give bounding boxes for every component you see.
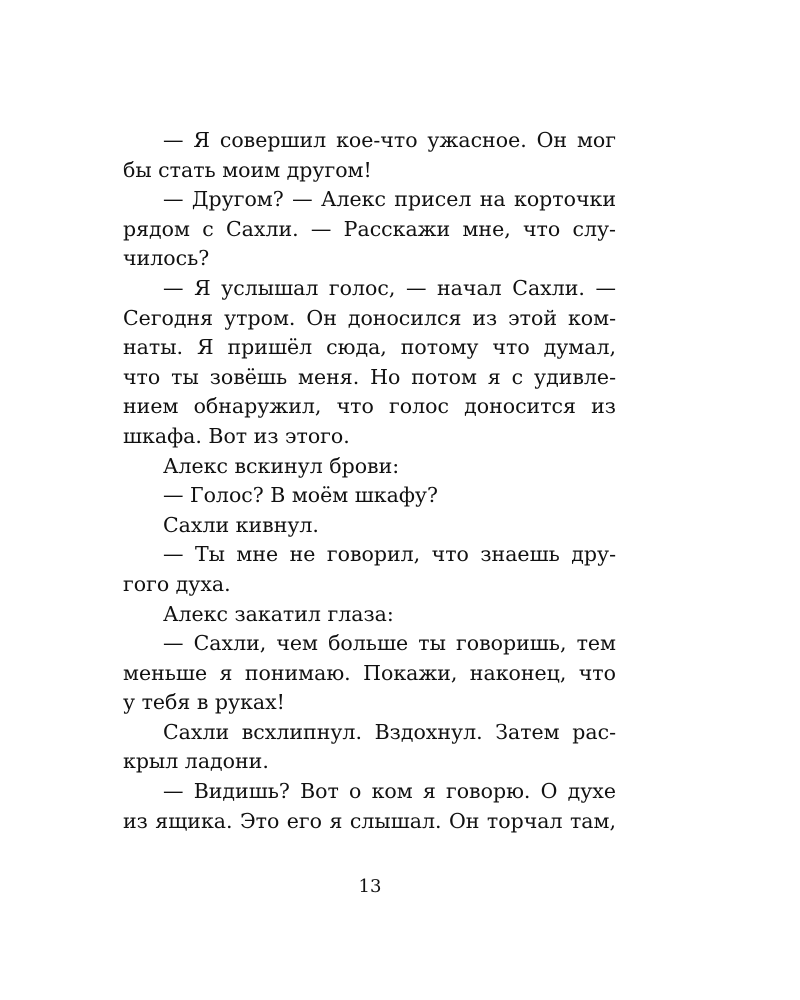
text-line: меньше я понимаю. Покажи, наконец, что	[123, 660, 616, 685]
text-line: из ящика. Это его я слышал. Он торчал там,	[123, 808, 616, 833]
text-line: что ты зовёшь меня. Но потом я с удивле-	[123, 364, 616, 389]
text-line: — Я услышал голос, — начал Сахли. —	[163, 275, 616, 300]
text-line: — Другом? — Алекс присел на корточки	[163, 187, 616, 212]
text-line: — Я совершил кое-что ужасное. Он мог	[163, 128, 616, 152]
text-line: шкафа. Вот из этого.	[123, 423, 350, 448]
body-text	[123, 126, 616, 836]
text-line: — Ты мне не говорил, что знаешь дру-	[163, 542, 616, 567]
text-line: — Голос? В моём шкафу?	[163, 483, 438, 508]
page-number: 13	[358, 876, 382, 897]
text-line: Алекс вскинул брови:	[163, 453, 400, 478]
text-line: гого духа.	[123, 571, 231, 596]
text-line: бы стать моим другом!	[123, 157, 372, 182]
text-line: Сегодня утром. Он доносился из этой ком-	[123, 305, 616, 330]
text-line: у тебя в руках!	[123, 690, 285, 715]
text-line: нием обнаружил, что голос доносится из	[123, 394, 616, 419]
text-line: — Сахли, чем больше ты говоришь, тем	[163, 631, 616, 656]
text-line: крыл ладони.	[123, 749, 269, 774]
text-line: наты. Я пришёл сюда, потому что думал,	[123, 335, 616, 360]
text-line: Алекс закатил глаза:	[163, 601, 394, 626]
text-line: Сахли всхлипнул. Вздохнул. Затем рас-	[163, 719, 616, 744]
text-line: Сахли кивнул.	[163, 512, 319, 537]
text-line: рядом с Сахли. — Расскажи мне, что слу-	[123, 216, 616, 241]
text-line: чилось?	[123, 246, 210, 271]
text-line: — Видишь? Вот о ком я говорю. О духе	[163, 779, 616, 804]
